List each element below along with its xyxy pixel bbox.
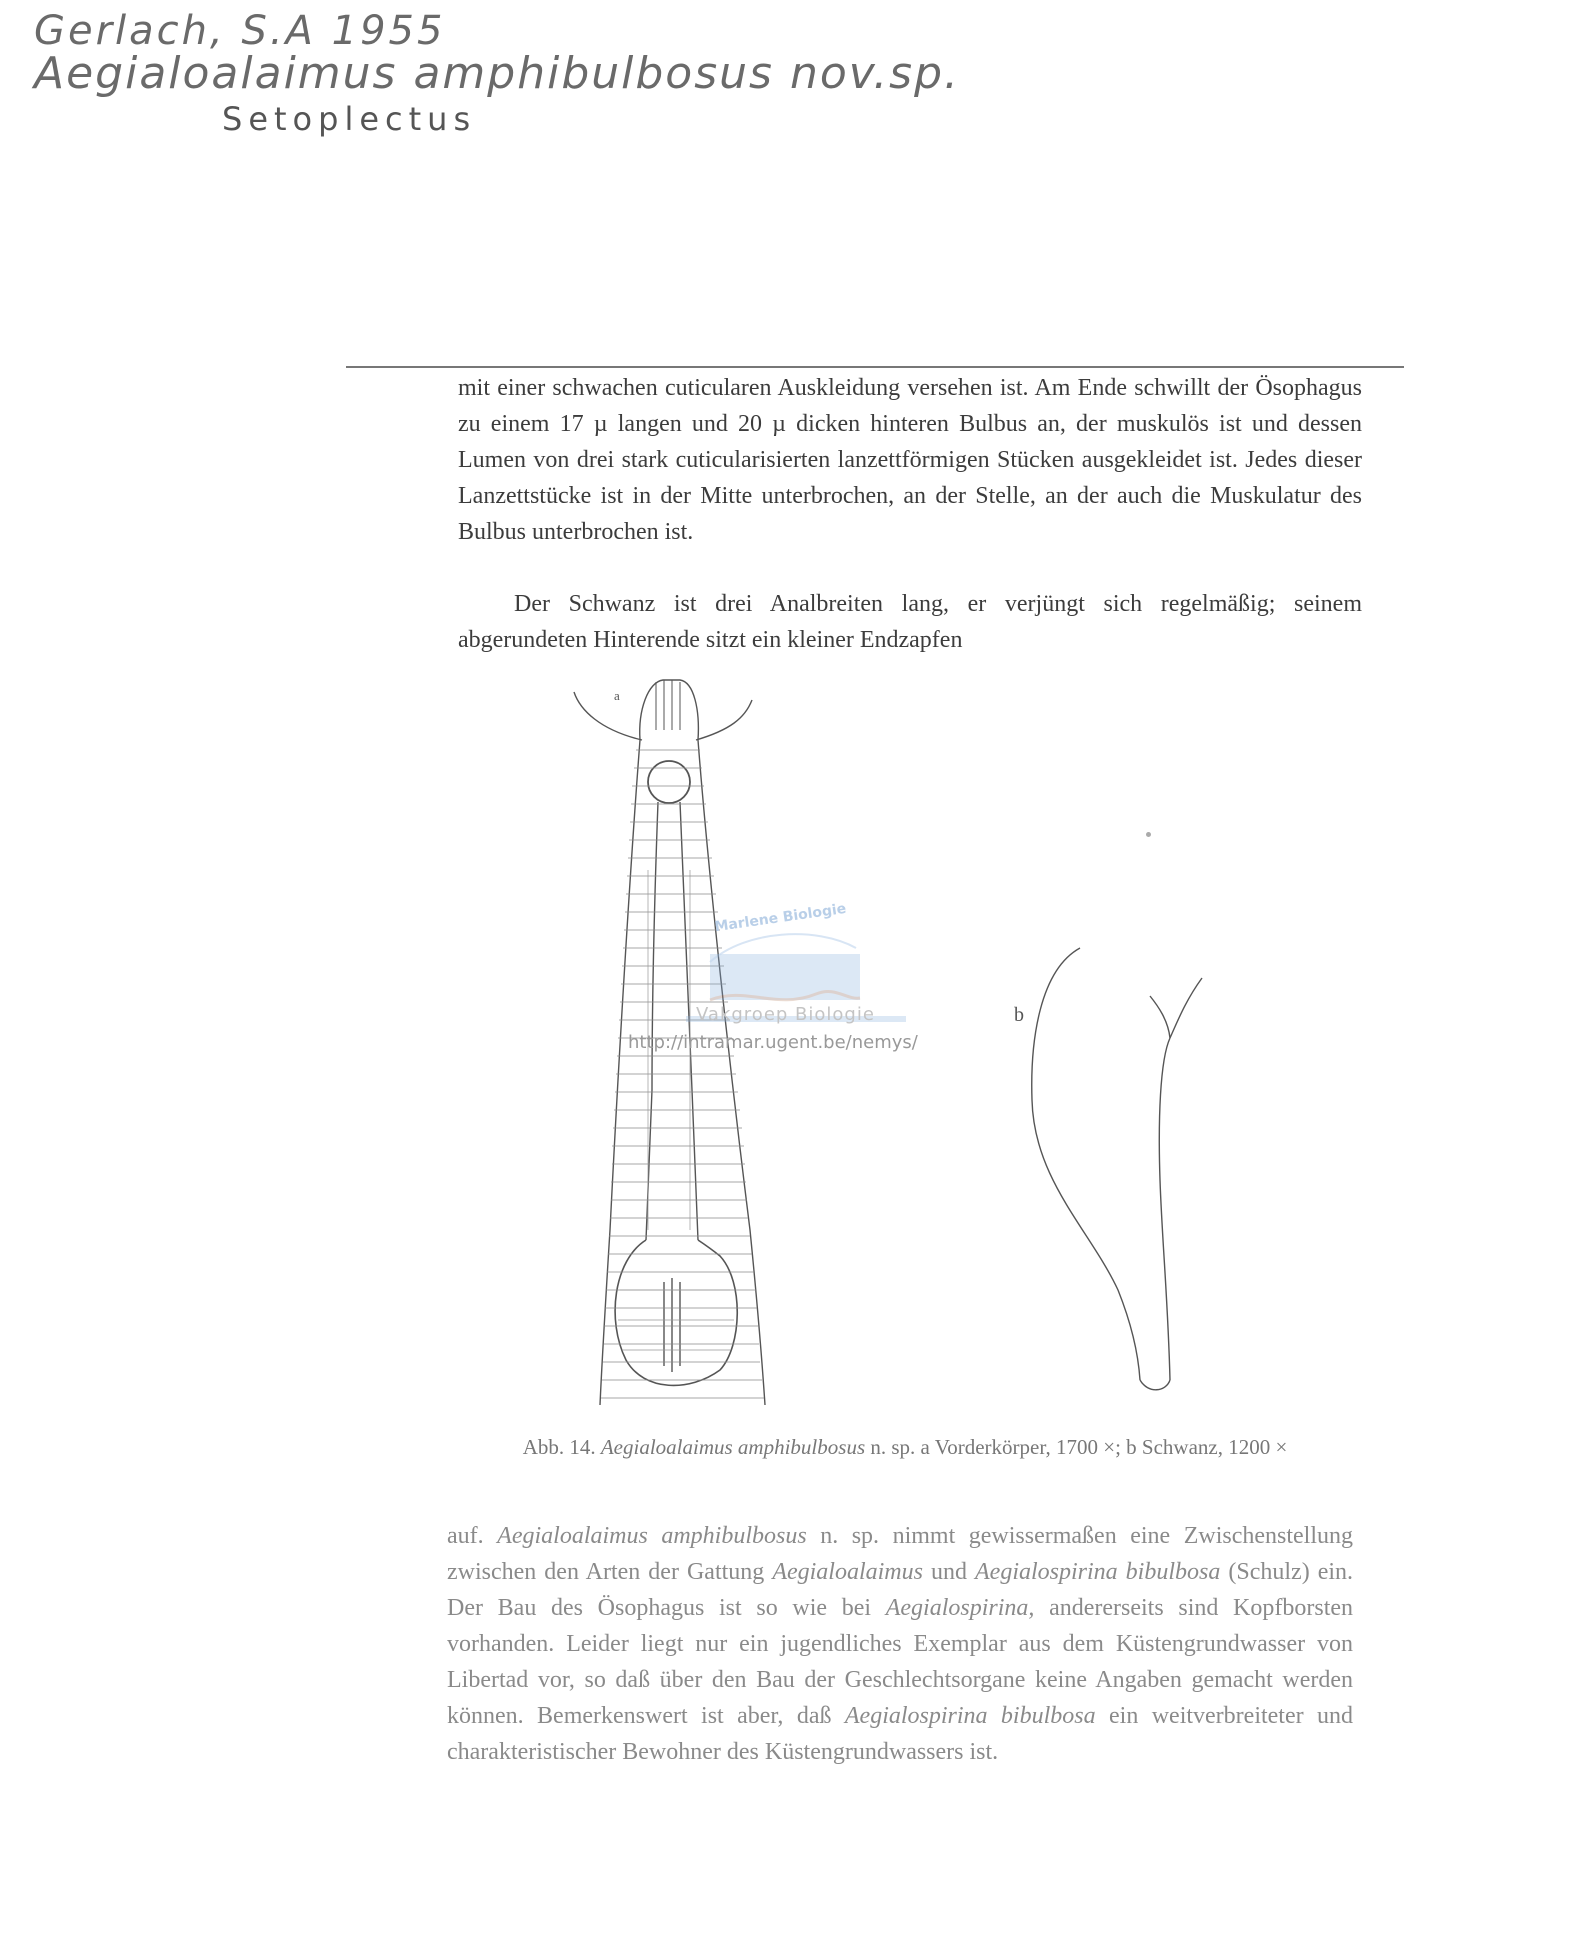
figure-caption — [450, 1430, 1360, 1464]
watermark-arc-text: Marlene Biologie — [713, 900, 848, 936]
discussion-text: (Schulz) ein. Der Bau des Ösophagus ist so wie bei — [447, 1559, 1354, 1621]
watermark-url: http://intramar.ugent.be/nemys/ — [628, 1032, 918, 1053]
species-name: Aegialospirina bibulbosa — [844, 1703, 1096, 1729]
figure-speck — [1146, 832, 1151, 837]
discussion-text: und — [930, 1559, 967, 1585]
figure-label-b: b — [1014, 1004, 1024, 1026]
figure-b-tail — [990, 820, 1230, 1400]
body-paragraph-1: mit einer schwachen cuticularen Auskleidung versehen ist. Am Ende schwillt der Ösophagus zu einem 17 µ langen und 20 µ dicken hinteren Bulbus an, der muskulös ist und dessen Lumen von drei stark cuticularisierten lanzettförmigen Stücken ausgekleidet ist. Jedes dieser Lanzettstücke ist in der Mitte unterbrochen, an der Stelle, an der auch die Muskulatur des Bulbus unterbrochen ist. — [458, 375, 1362, 545]
caption-prefix: Abb. 14. — [522, 1435, 596, 1459]
page-top-rule — [346, 366, 1404, 368]
discussion-paragraph — [447, 1518, 1353, 1770]
discussion-text: ein weitverbreiteter und charakteristischer Bewohner des Küstengrundwassers ist. — [447, 1703, 1354, 1765]
figure-label-a: a — [614, 688, 620, 703]
discussion-text: n. sp. nimmt gewissermaßen eine Zwischenstellung zwischen den Arten der Gattung — [447, 1523, 1353, 1585]
caption-rest: n. sp. a Vorderkörper, 1700 ×; b Schwanz, 1200 × — [870, 1435, 1288, 1459]
genus-name: Aegialospirina, — [885, 1595, 1035, 1621]
handwritten-genus-note: Setoplectus — [222, 100, 477, 138]
genus-name: Aegialoalaimus — [772, 1559, 923, 1585]
handwritten-species-name: Aegialoalaimus amphibulbosus nov.sp. — [34, 48, 961, 99]
body-paragraph-2: Der Schwanz ist drei Analbreiten lang, er verjüngt sich regelmäßig; seinem abgerundeten Hinterende sitzt ein kleiner Endzapfen — [458, 591, 1362, 653]
handwritten-author-year: Gerlach, S.A 1955 — [34, 8, 446, 54]
species-name: Aegialospirina bibulbosa — [975, 1559, 1221, 1585]
discussion-text: andererseits sind Kopfborsten vorhanden. Leider liegt nur ein jugendliches Exemplar aus dem Küstengrundwasser von Libertad vor, so daß über den Bau der Geschlechtsorgane keine Angaben gemacht werden können. Bemerkenswert ist aber, daß — [447, 1595, 1354, 1729]
discussion-text: auf. — [447, 1523, 484, 1549]
watermark-title: Vakgroep Biologie — [696, 1004, 875, 1025]
caption-species: Aegialoalaimus amphibulbosus — [600, 1435, 866, 1459]
species-name: Aegialoalaimus amphibulbosus — [497, 1523, 807, 1549]
